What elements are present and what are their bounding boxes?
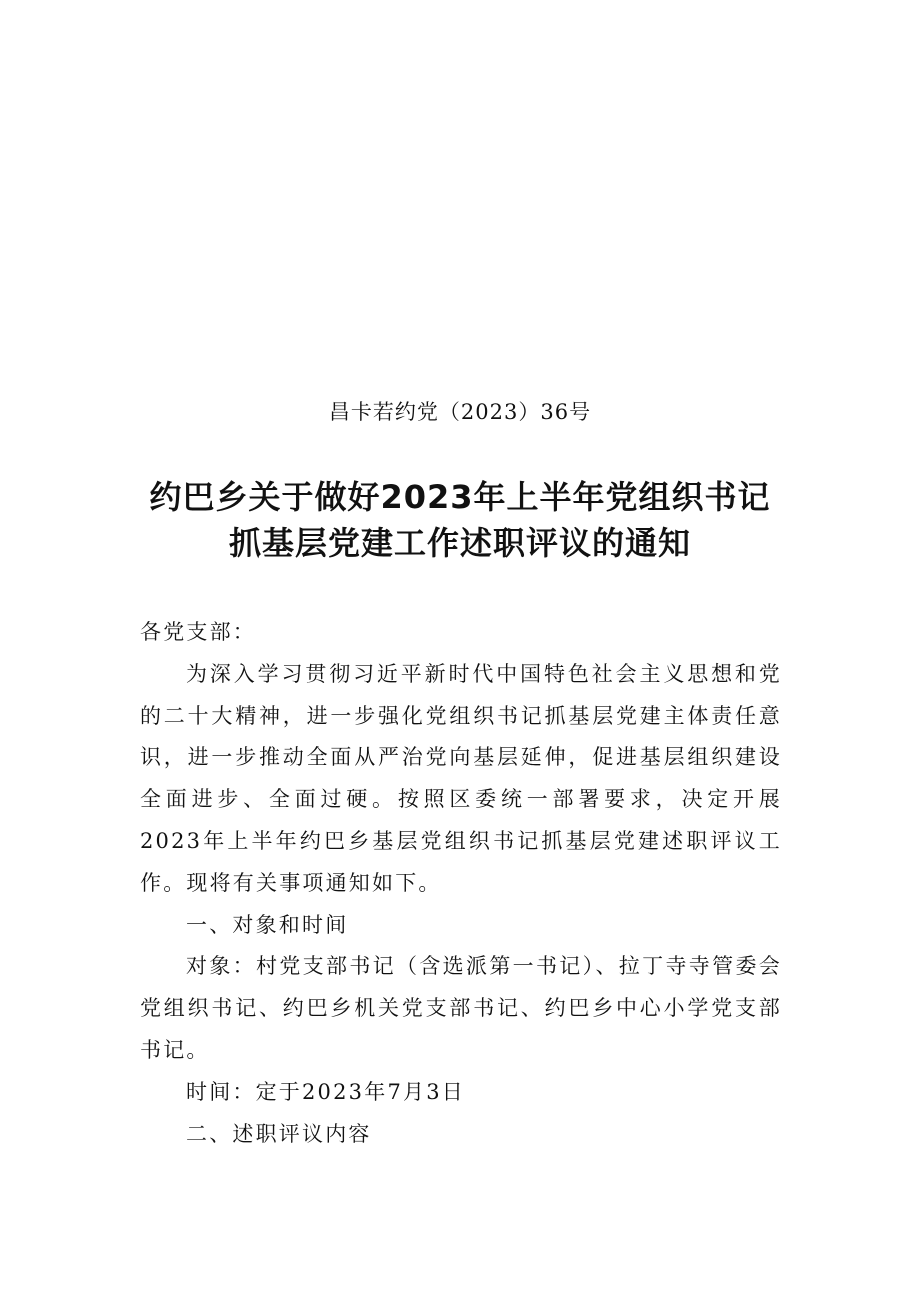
objects-paragraph: 对象：村党支部书记（含选派第一书记）、拉丁寺寺管委会党组织书记、约巴乡机关党支部书记、约巴乡中心小学党支部书记。 — [140, 954, 782, 1062]
title-line-1: 约巴乡关于做好2023年上半年党组织书记 — [149, 478, 771, 516]
document-number: 昌卡若约党（2023）36号 — [328, 400, 592, 424]
title-line-2: 抓基层党建工作述职评议的通知 — [228, 524, 691, 562]
intro-paragraph: 为深入学习贯彻习近平新时代中国特色社会主义思想和党的二十大精神，进一步强化党组织书记抓基层党建主体责任意识，进一步推动全面从严治党向基层延伸，促进基层组织建设全面进步、全面过硬。按照区委统一部署要求，决定开展2023年上半年约巴乡基层党组织书记抓基层党建述职评议工作。现将有关事项通知如下。 — [140, 661, 782, 895]
time-paragraph: 时间：定于2023年7月3日 — [186, 1079, 465, 1104]
document-body — [140, 612, 782, 1155]
section-heading-2: 二、述职评议内容 — [186, 1121, 372, 1146]
document-title — [0, 474, 920, 566]
section-heading-1: 一、对象和时间 — [186, 912, 349, 937]
salutation: 各党支部： — [140, 620, 256, 644]
